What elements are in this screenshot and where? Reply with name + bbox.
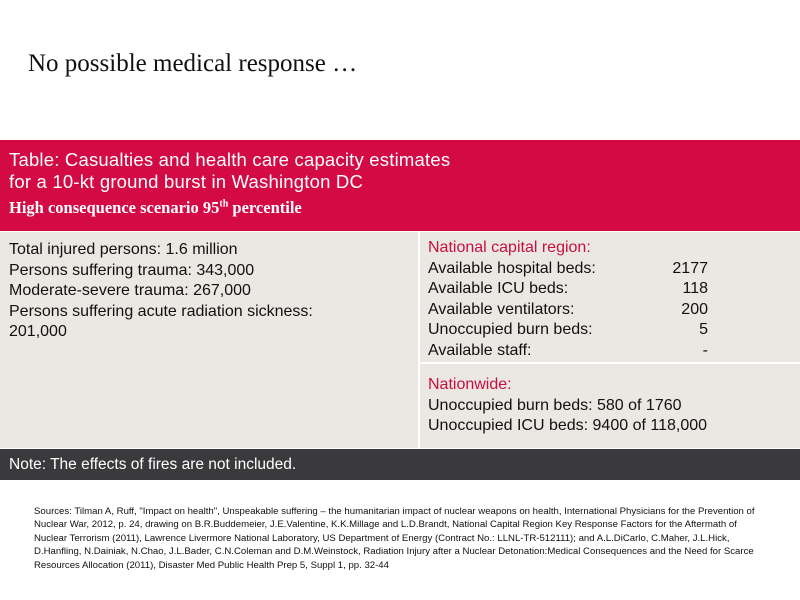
capacity-value: 118: [682, 280, 708, 297]
capacity-value: 5: [699, 321, 708, 338]
nationwide-heading: Nationwide:: [428, 376, 512, 393]
capacity-label: Available staff:: [428, 341, 532, 359]
capacity-row: [428, 341, 708, 362]
row-divider: [420, 362, 800, 364]
nationwide-line: Unoccupied burn beds: 580 of 1760: [428, 396, 682, 414]
nationwide-line: Unoccupied ICU beds: 9400 of 118,000: [428, 417, 708, 434]
sources-citation: Sources: Tilman A, Ruff, "Impact on health", Unspeakable suffering – the humanitarian impact of nuclear weapons on health, International Physicians for the Prevention of Nuclear War, 2012, p. 24, drawing on B.R.Buddemeier, J.E.Valentine, K.K.Millage and L.D.Brandt, National Capital Region Key Response Factors for the Aftermath of Nuclear Terrorism (2011), Lawrence Livermore National Laboratory, US Department of Energy (Contract No.: LLNL-TR-512111); and A.L.DiCarlo, C.Maher, J.L.Hick, D.Hanfling, N.Dainiak, N.Chao, J.L.Bader, C.N.Coleman and D.M.Weinstock, Radiation Injury after a Nuclear Detonation:Medical Consequences and the Need for Scarce Resources Allocation (2011), Disaster Med Public Health Prep 5, Suppl 1, pp. 32-44: [34, 506, 755, 571]
casualty-line: Persons suffering trauma: 343,000: [9, 261, 255, 279]
slide-title: No possible medical response …: [28, 50, 358, 77]
capacity-label: Unoccupied burn beds:: [428, 321, 593, 338]
capacity-label: Available ventilators:: [428, 300, 575, 318]
table-subtitle: [9, 198, 800, 218]
table-header: [0, 140, 800, 231]
table-title-line-1: Table: Casualties and health care capacity estimates: [9, 149, 451, 170]
casualty-line: Moderate-severe trauma: 267,000: [9, 282, 251, 299]
subtitle-main: High consequence scenario 95: [9, 198, 220, 217]
casualties-column: [0, 232, 418, 448]
capacity-row: [428, 300, 708, 321]
capacity-label: Available hospital beds:: [428, 259, 596, 277]
casualty-line: Persons suffering acute radiation sickness:: [9, 302, 313, 320]
subtitle-end: percentile: [228, 198, 302, 217]
subtitle-superscript: th: [219, 198, 229, 210]
capacity-label: Available ICU beds:: [428, 280, 569, 297]
table-title-line-2: for a 10-kt ground burst in Washington DC: [9, 171, 364, 192]
table-note: Note: The effects of fires are not included.: [0, 449, 800, 480]
capacity-row: [428, 259, 708, 280]
national-capital-region-heading: National capital region:: [428, 239, 591, 256]
capacity-value: 2177: [672, 259, 708, 277]
table-body: [0, 232, 800, 448]
nationwide-section: [428, 375, 788, 437]
capacity-value: 200: [681, 300, 708, 318]
casualty-line: 201,000: [9, 323, 67, 340]
table-title: [9, 149, 800, 193]
casualty-line: Total injured persons: 1.6 million: [9, 241, 238, 258]
national-capital-region-section: [428, 238, 708, 361]
capacity-row: [428, 320, 708, 341]
column-divider: [418, 232, 420, 448]
capacity-row: [428, 279, 708, 300]
capacity-value: -: [702, 341, 708, 359]
